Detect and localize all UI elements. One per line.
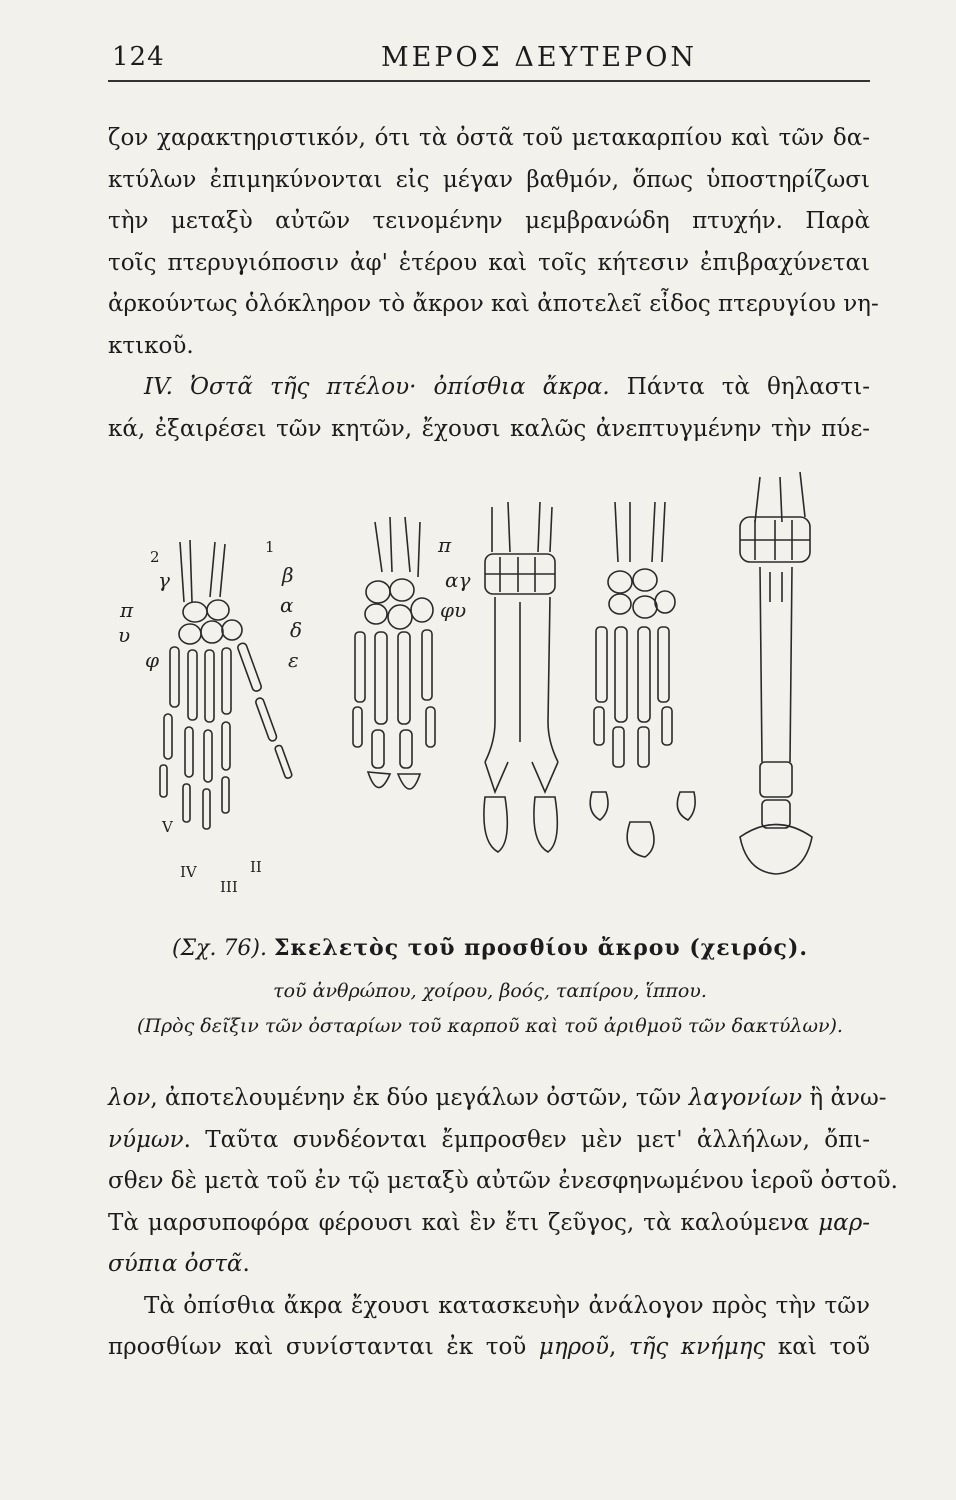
page-header	[108, 40, 870, 82]
horse-foot-drawing	[740, 472, 812, 874]
label-one: 1	[265, 538, 275, 556]
text-line: κτύλων ἐπιμηκύνονται εἰς μέγαν βαθμόν, ὅπως ὑποστηρίζωσι	[108, 166, 870, 193]
figure-caption-title	[100, 935, 880, 961]
ox-foot-drawing	[484, 502, 558, 852]
text-span: ἢ ἀνω-	[802, 1085, 887, 1111]
label-delta: δ	[290, 618, 303, 642]
section-text: Πάντα τὰ θηλαστι-	[609, 374, 871, 400]
label-ag: αγ	[445, 568, 471, 592]
label-beta: β	[282, 563, 294, 587]
label-gamma: γ	[158, 568, 170, 592]
text-span: . Ταῦτα συνδέονται ἔμπροσθεν μὲν μετ' ἀλλήλων, ὄπι-	[183, 1126, 870, 1153]
label-pi-short: π	[438, 533, 452, 557]
italic-word: σύπια ὀστᾶ	[108, 1251, 243, 1277]
text-span: προσθίων καὶ συνίστανται ἐκ τοῦ	[108, 1334, 539, 1360]
text-line: Τὰ ὀπίσθια ἄκρα ἔχουσι κατασκευὴν ἀνάλογον πρὸς τὴν τῶν	[144, 1292, 870, 1319]
figure-caption-note: (Πρὸς δεῖξιν τῶν ὀσταρίων τοῦ καρποῦ καὶ τοῦ ἀριθμοῦ τῶν δακτύλων).	[137, 1015, 843, 1037]
italic-word: τῆς κνήμης	[628, 1334, 766, 1360]
text-line: σθεν δὲ μετὰ τοῦ ἐν τῷ μεταξὺ αὐτῶν ἐνεσφηνωμένου ἱεροῦ ὀστοῦ.	[108, 1168, 898, 1194]
text-line: ζον χαρακτηριστικόν, ότι τὰ ὀστᾶ τοῦ μετακαρπίου καὶ τῶν δα-	[108, 125, 870, 151]
label-roman-ii: II	[250, 858, 262, 876]
text-line	[108, 1120, 870, 1162]
forelimb-skeleton-illustration	[100, 462, 880, 922]
text-line	[108, 1244, 870, 1286]
running-head: ΜΕΡΟΣ ΔΕΥΤΕΡΟΝ	[380, 42, 697, 73]
text-line: κτικοῦ.	[108, 332, 194, 359]
italic-word: μαρ-	[818, 1209, 870, 1236]
text-line: κά, ἐξαιρέσει τῶν κητῶν, ἔχουσι καλῶς ἀνεπτυγμένην τὴν πύε-	[108, 415, 870, 442]
text-line	[108, 1327, 870, 1369]
figure-reference: (Σχ. 76).	[171, 936, 267, 961]
page-number: 124	[112, 42, 165, 72]
label-roman-iii: III	[220, 878, 238, 896]
figure-caption-animals: τοῦ ἀνθρώπου, χοίρου, βοός, ταπίρου, ἵππου.	[273, 980, 707, 1002]
pig-foot-drawing	[353, 517, 435, 789]
text-span: ,	[608, 1334, 629, 1360]
top-paragraph	[108, 118, 879, 450]
label-roman-v: V	[162, 818, 173, 836]
tapir-foot-drawing	[590, 502, 695, 857]
caption-title: Σκελετὸς τοῦ προσθίου ἄκρου (χειρός).	[274, 935, 809, 961]
label-roman-iv: IV	[180, 863, 197, 881]
italic-word: λαγονίων	[688, 1085, 803, 1111]
label-phi-upsilon: φυ	[440, 598, 467, 622]
text-span: καὶ τοῦ	[765, 1334, 871, 1360]
human-hand-drawing	[160, 540, 293, 829]
text-line: τοῖς πτερυγιόποσιν ἀφ' ἑτέρου καὶ τοῖς κήτεσιν ἐπιβραχύνεται	[108, 249, 870, 276]
text-span: .	[242, 1251, 250, 1277]
label-epsilon: ε	[288, 648, 299, 672]
text-span: Τὰ μαρσυποφόρα φέρουσι καὶ ἓν ἔτι ζεῦγος, τὰ καλούμενα	[108, 1209, 819, 1236]
text-line: τὴν μεταξὺ αὐτῶν τεινομένην μεμβρανώδη πτυχήν. Παρὰ	[108, 208, 870, 234]
bottom-paragraph	[108, 1078, 898, 1369]
italic-word: λον	[108, 1085, 151, 1111]
section-title: Ὀστᾶ τῆς πτέλου· ὀπίσθια ἄκρα.	[190, 374, 610, 400]
text-line: ἀρκούντως ὁλόκληρον τὸ ἄκρον καὶ ἀποτελεῖ εἶδος πτερυγίου νη-	[108, 291, 879, 317]
section-heading-line	[108, 367, 870, 409]
label-pi: π	[120, 598, 134, 622]
label-phi: φ	[145, 648, 160, 672]
figure-76	[100, 462, 880, 922]
italic-word: μηροῦ	[538, 1334, 609, 1360]
italic-word: νύμων	[108, 1126, 184, 1153]
label-two: 2	[150, 548, 160, 566]
label-alpha: α	[280, 593, 294, 617]
text-line	[108, 1078, 887, 1120]
section-numeral: IV.	[144, 374, 173, 400]
text-line	[108, 1203, 870, 1245]
label-upsilon: υ	[118, 623, 131, 647]
text-span: , ἀποτελουμένην ἐκ δύο μεγάλων ὀστῶν, τῶν	[150, 1085, 689, 1111]
